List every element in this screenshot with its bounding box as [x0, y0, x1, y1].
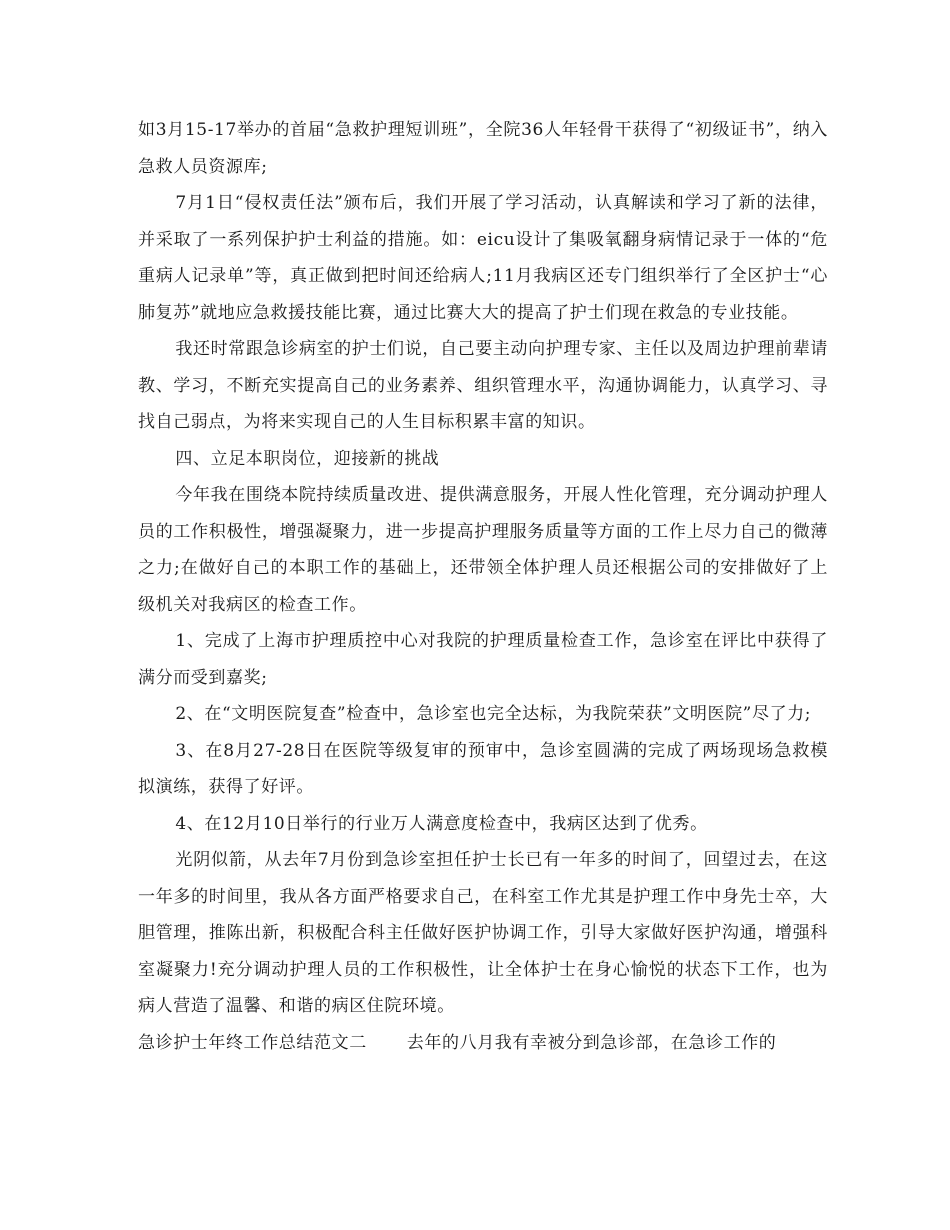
list-item-2: 2、在“文明医院复查”检查中，急诊室也完全达标，为我院荣获”文明医院”尽了力; [175, 704, 812, 724]
list-item-3: 3、在8月27-28日在医院等级复审的预审中，急诊室圆满的完成了两场现场急救模拟演练，获得了好评。 [138, 740, 828, 797]
next-article-line [138, 1025, 828, 1062]
paragraph-1: 如3月15-17举办的首届“急救护理短训班”，全院36人年轻骨干获得了“初级证书”，纳入急救人员资源库; [138, 120, 828, 177]
section-heading: 四、立足本职岗位，迎接新的挑战 [175, 448, 440, 469]
next-article-start: 去年的八月我有幸被分到急诊部，在急诊工作的 [406, 1032, 777, 1053]
paragraph-3: 我还时常跟急诊病室的护士们说，自己要主动向护理专家、主任以及周边护理前辈请教、学习，不断充实提高自己的业务素养、组织管理水平，沟通协调能力，认真学习、寻找自己弱点，为将来实现自己的人生目标积累丰富的知识。 [138, 339, 828, 432]
document-body [138, 112, 828, 1061]
list-item-1: 1、完成了上海市护理质控中心对我院的护理质量检查工作，急诊室在评比中获得了满分而受到嘉奖; [138, 631, 828, 688]
list-item-4: 4、在12月10日举行的行业万人满意度检查中，我病区达到了优秀。 [175, 813, 708, 834]
paragraph-5: 今年我在围绕本院持续质量改进、提供满意服务，开展人性化管理，充分调动护理人员的工作积极性，增强凝聚力，进一步提高护理服务质量等方面的工作上尽力自己的微薄之力;在做好自己的本职工作的基础上，还带领全体护理人员还根据公司的安排做好了上级机关对我病区的检查工作。 [138, 485, 828, 615]
paragraph-2: 7月1日“侵权责任法”颁布后，我们开展了学习活动，认真解读和学习了新的法律，并采取了一系列保护护士利益的措施。如：eicu设计了集吸氧翻身病情记录于一体的“危重病人记录单”等，真正做到把时间还给病人;11月我病区还专门组织举行了全区护士“心肺复苏”就地应急救援技能比赛，通过比赛大大的提高了护士们现在救急的专业技能。 [138, 193, 828, 323]
next-article-heading: 急诊护士年终工作总结范文二 [138, 1032, 367, 1053]
paragraph-10: 光阴似箭，从去年7月份到急诊室担任护士长已有一年多的时间了，回望过去，在这一年多的时间里，我从各方面严格要求自己，在科室工作尤其是护理工作中身先士卒，大胆管理，推陈出新，积极配合科主任做好医护协调工作，引导大家做好医护沟通，增强科室凝聚力!充分调动护理人员的工作积极性，让全体护士在身心愉悦的状态下工作，也为病人营造了温馨、和谐的病区住院环境。 [138, 850, 828, 1016]
